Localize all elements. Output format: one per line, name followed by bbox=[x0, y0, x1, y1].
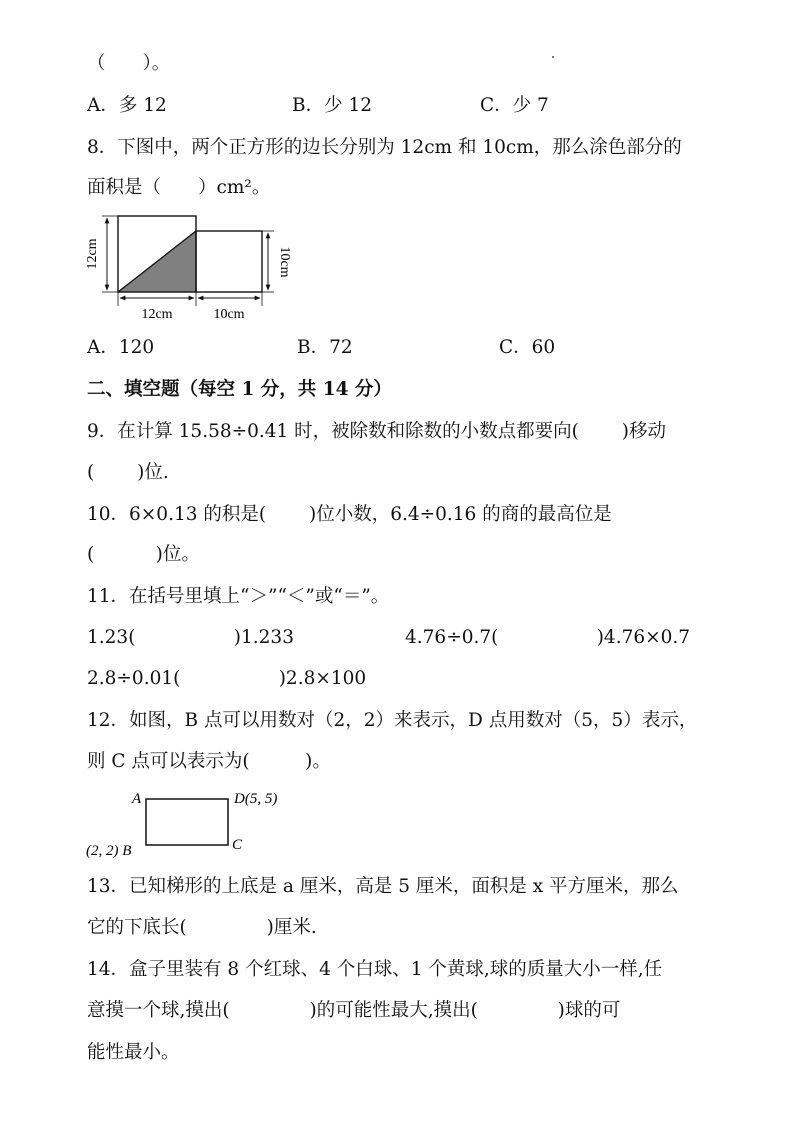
q8-label-bottom-small: 10cm bbox=[213, 307, 245, 322]
q8-text-line2: 面积是（ ）cm²。 bbox=[87, 177, 271, 198]
q8-label-small-side: 10cm bbox=[277, 246, 292, 278]
q13-text-line1: 13．已知梯形的上底是 a 厘米，高是 5 厘米，面积是 x 平方厘米，那么 bbox=[87, 876, 679, 897]
q11-item-3: 2.8÷0.01( )2.8×100 bbox=[87, 668, 367, 689]
q9-text-line1: 9．在计算 15.58÷0.41 时，被除数和除数的小数点都要向( )移动 bbox=[87, 421, 667, 442]
q8-option-a: A．120 bbox=[87, 337, 155, 358]
q14-text-line3: 能性最小。 bbox=[87, 1042, 180, 1063]
stray-dot bbox=[552, 56, 554, 58]
q8-small-square bbox=[196, 231, 262, 292]
q14-text-line2: 意摸一个球,摸出( )的可能性最大,摸出( )球的可 bbox=[87, 1000, 621, 1021]
q11-text-line1: 11．在括号里填上“＞”“＜”或“＝”。 bbox=[87, 586, 390, 607]
q8-option-b: B．72 bbox=[297, 337, 353, 358]
q12-label-a: A bbox=[132, 791, 142, 807]
q8-label-bottom-big: 12cm bbox=[141, 307, 173, 322]
q12-text-line2: 则 C 点可以表示为( )。 bbox=[87, 751, 331, 772]
q9-text-line2: ( )位. bbox=[87, 462, 169, 483]
q12-label-c: C bbox=[232, 837, 243, 853]
q10-text-line2: ( )位。 bbox=[87, 544, 200, 565]
q8-option-c: C．60 bbox=[499, 337, 556, 358]
q7-option-b: B．少 12 bbox=[292, 95, 373, 116]
q12-label-d: D(5, 5) bbox=[234, 791, 278, 807]
q14-text-line1: 14．盒子里装有 8 个红球、4 个白球、1 个黄球,球的质量大小一样,任 bbox=[87, 959, 663, 980]
q8-text-line1: 8．下图中，两个正方形的边长分别为 12cm 和 10cm，那么涂色部分的 bbox=[87, 137, 682, 158]
q8-squares-figure bbox=[80, 210, 290, 328]
q12-rectangle bbox=[146, 799, 228, 845]
q7-option-a: A．多 12 bbox=[87, 95, 167, 116]
q12-text-line1: 12．如图，B 点可以用数对（2，2）来表示，D 点用数对（5，5）表示， bbox=[87, 710, 698, 731]
q10-text-line1: 10．6×0.13 的积是( )位小数，6.4÷0.16 的商的最高位是 bbox=[87, 504, 612, 525]
q12-label-b: (2, 2) B bbox=[86, 843, 132, 859]
section-title-fill-in: 二、填空题（每空 1 分，共 14 分） bbox=[87, 379, 392, 400]
q7-option-c: C．少 7 bbox=[480, 95, 549, 116]
q8-label-big-side: 12cm bbox=[85, 238, 100, 270]
q13-text-line2: 它的下底长( )厘米. bbox=[87, 917, 317, 938]
q11-item-1: 1.23( )1.233 bbox=[87, 627, 294, 648]
q7-continuation: （ ）。 bbox=[87, 53, 171, 74]
q11-item-2: 4.76÷0.7( )4.76×0.7 bbox=[405, 627, 691, 648]
q12-rectangle-figure bbox=[82, 784, 312, 864]
